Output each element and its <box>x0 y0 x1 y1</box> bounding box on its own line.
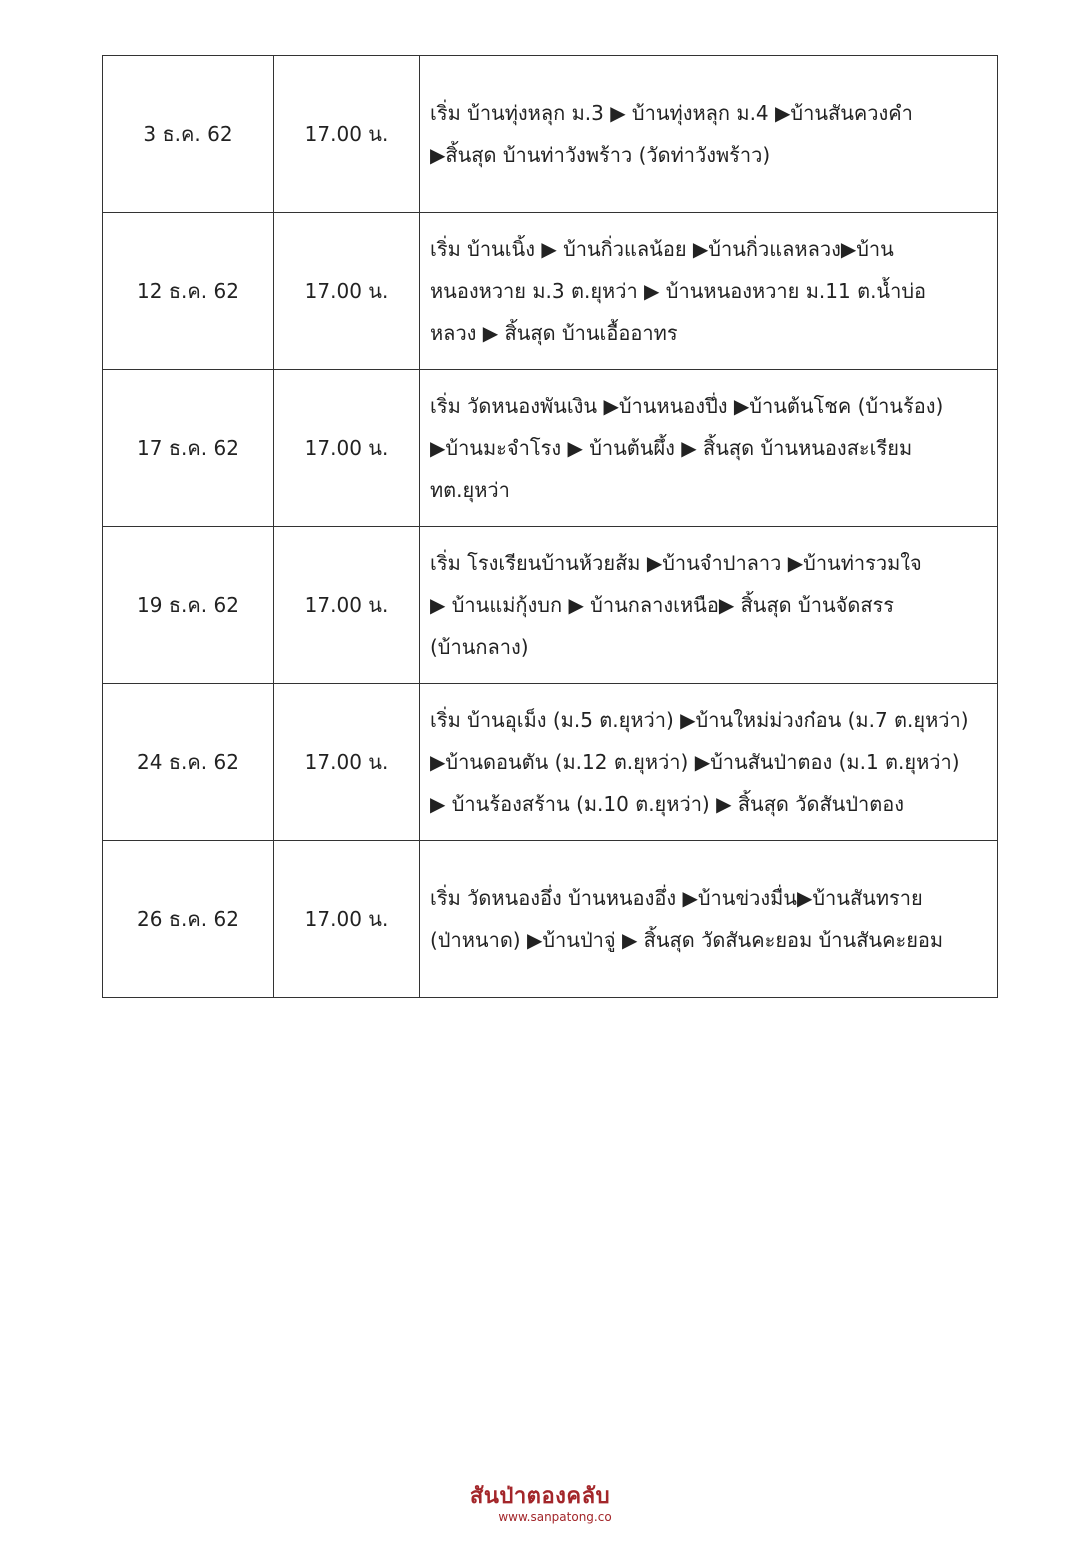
table-row <box>103 684 998 841</box>
time-cell: 17.00 น. <box>274 527 420 684</box>
time-cell: 17.00 น. <box>274 56 420 213</box>
route-cell <box>420 56 998 213</box>
footer-logo <box>0 1484 1080 1524</box>
table-row <box>103 527 998 684</box>
time-cell: 17.00 น. <box>274 370 420 527</box>
schedule-table <box>102 55 998 998</box>
route-text: เริ่ม วัดหนองอึ่ง บ้านหนองอึ่ง ▶บ้านข่วงมื่น▶บ้านสันทราย (ป่าหนาด) ▶บ้านป่าจู่ ▶ สิ้นสุด วัดสันคะยอม บ้านสันคะยอม <box>430 886 944 952</box>
route-cell <box>420 527 998 684</box>
site-url: www.sanpatong.co <box>498 1510 612 1524</box>
table-row <box>103 56 998 213</box>
date-cell: 17 ธ.ค. 62 <box>103 370 274 527</box>
date-cell: 24 ธ.ค. 62 <box>103 684 274 841</box>
route-cell <box>420 213 998 370</box>
route-cell <box>420 370 998 527</box>
date-cell: 12 ธ.ค. 62 <box>103 213 274 370</box>
table-row <box>103 213 998 370</box>
route-cell <box>420 841 998 998</box>
date-cell: 26 ธ.ค. 62 <box>103 841 274 998</box>
route-text: เริ่ม วัดหนองพันเงิน ▶บ้านหนองปึ่ง ▶บ้านต้นโชค (บ้านร้อง) ▶บ้านมะจำโรง ▶ บ้านต้นผึ้ง ▶ สิ้นสุด บ้านหนองสะเรียม ทต.ยุหว่า <box>430 394 944 502</box>
table-row <box>103 370 998 527</box>
date-cell: 3 ธ.ค. 62 <box>103 56 274 213</box>
route-text: เริ่ม โรงเรียนบ้านห้วยส้ม ▶บ้านจำปาลาว ▶บ้านท่ารวมใจ ▶ บ้านแม่กุ้งบก ▶ บ้านกลางเหนือ▶ สิ้นสุด บ้านจัดสรร (บ้านกลาง) <box>430 551 922 659</box>
date-cell: 19 ธ.ค. 62 <box>103 527 274 684</box>
logo-text: สันป่าตองคลับ <box>469 1484 611 1509</box>
time-cell: 17.00 น. <box>274 684 420 841</box>
table-row <box>103 841 998 998</box>
route-text: เริ่ม บ้านอุเม็ง (ม.5 ต.ยุหว่า) ▶บ้านใหม่ม่วงก๋อน (ม.7 ต.ยุหว่า) ▶บ้านดอนตัน (ม.12 ต.ยุหว่า) ▶บ้านสันป่าตอง (ม.1 ต.ยุหว่า) ▶ บ้านร้องสร้าน (ม.10 ต.ยุหว่า) ▶ สิ้นสุด วัดสันป่าตอง <box>430 708 969 816</box>
route-cell <box>420 684 998 841</box>
route-text: เริ่ม บ้านเนิ้ง ▶ บ้านกิ่วแลน้อย ▶บ้านกิ่วแลหลวง▶บ้าน หนองหวาย ม.3 ต.ยุหว่า ▶ บ้านหนองหวาย ม.11 ต.น้ำบ่อ หลวง ▶ สิ้นสุด บ้านเอื้ออาทร <box>430 237 927 345</box>
time-cell: 17.00 น. <box>274 213 420 370</box>
time-cell: 17.00 น. <box>274 841 420 998</box>
route-text: เริ่ม บ้านทุ่งหลุก ม.3 ▶ บ้านทุ่งหลุก ม.4 ▶บ้านสันควงคำ ▶สิ้นสุด บ้านท่าวังพร้าว (วัดท่าวังพร้าว) <box>430 101 913 167</box>
